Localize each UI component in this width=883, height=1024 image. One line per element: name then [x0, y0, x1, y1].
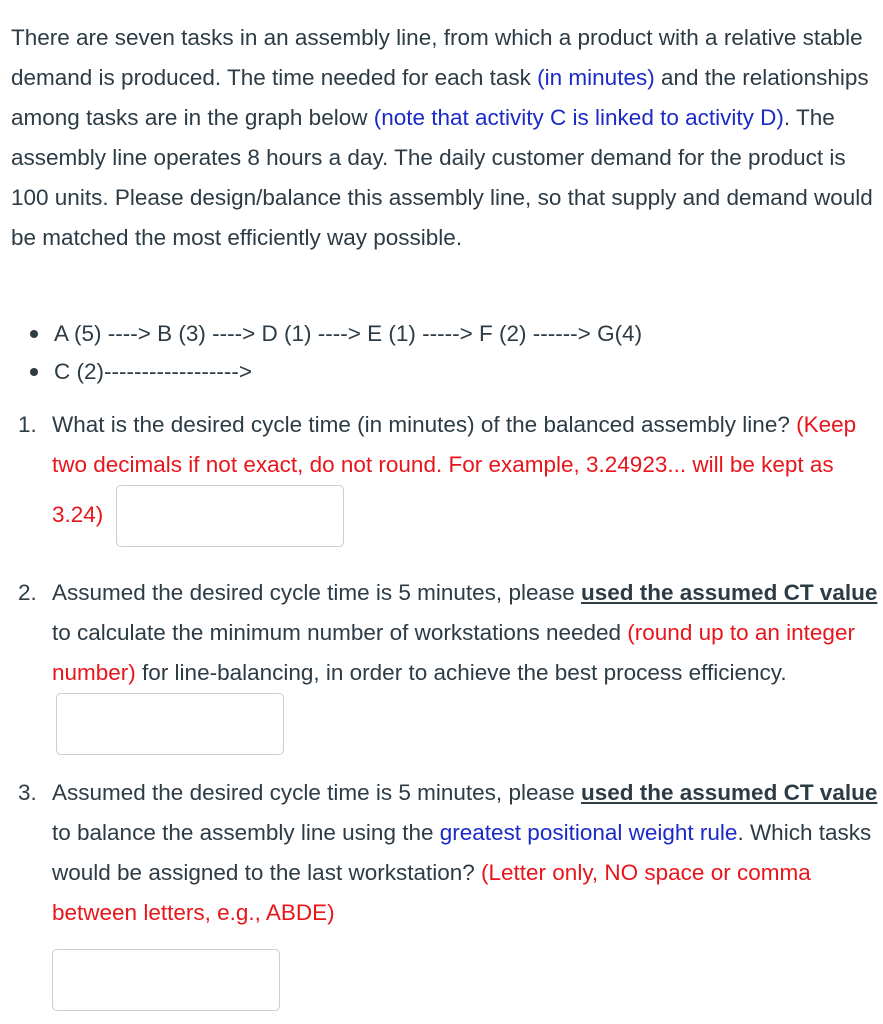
question-3-text-b: to balance the assembly line using the: [52, 820, 440, 845]
question-3: [0, 773, 880, 1011]
task-precedence-list: [0, 315, 880, 391]
question-3-text-a: Assumed the desired cycle time is 5 minutes, please: [52, 780, 581, 805]
question-3-instruction: (Letter only, NO space or comma between letters, e.g., ABDE): [52, 860, 811, 925]
problem-statement: [11, 18, 879, 258]
question-1: [0, 405, 880, 565]
question-3-text-c: . Which tasks would be assigned to the last workstation?: [52, 820, 872, 885]
question-2-number: 2.: [18, 580, 37, 605]
question-2-emphasis: used the assumed CT value: [581, 580, 878, 605]
intro-text-3: . The assembly line operates 8 hours a day. The daily customer demand for the product is 100 units. Please design/balance this assembly line, so that supply and demand would be matched the most efficiently way possible.: [11, 105, 873, 250]
question-2-answer-input[interactable]: [56, 693, 284, 755]
precedence-chain-c: C (2)------------------>: [0, 353, 880, 391]
question-list: [0, 405, 880, 1011]
question-2-text-b: to calculate the minimum number of workstations needed: [52, 620, 628, 645]
intro-link-note: (note that activity C is linked to activity D): [373, 105, 784, 130]
question-3-number: 3.: [18, 780, 37, 805]
intro-text-1: There are seven tasks in an assembly line, from which a product with a relative stable demand is produced. The time needed for each task: [11, 25, 863, 90]
intro-text-2: and the relationships among tasks are in the graph below: [11, 65, 869, 130]
question-2-instruction: (round up to an integer number): [52, 620, 855, 685]
question-1-answer-input[interactable]: [116, 485, 344, 547]
question-1-instruction: (Keep two decimals if not exact, do not round. For example, 3.24923... will be kept as 3.24): [52, 412, 857, 527]
question-2-text-c: for line-balancing, in order to achieve the best process efficiency.: [135, 660, 787, 685]
question-2-text-a: Assumed the desired cycle time is 5 minutes, please: [52, 580, 581, 605]
question-1-text: What is the desired cycle time (in minutes) of the balanced assembly line?: [52, 412, 797, 437]
question-3-rule: greatest positional weight rule: [439, 820, 738, 845]
precedence-chain-main: A (5) ----> B (3) ----> D (1) ----> E (1) -----> F (2) ------> G(4): [0, 315, 880, 353]
question-1-number: 1.: [18, 412, 37, 437]
intro-units-note: (in minutes): [537, 65, 655, 90]
question-3-answer-input[interactable]: [52, 949, 280, 1011]
question-2: [0, 573, 880, 755]
question-3-emphasis: used the assumed CT value: [581, 780, 878, 805]
